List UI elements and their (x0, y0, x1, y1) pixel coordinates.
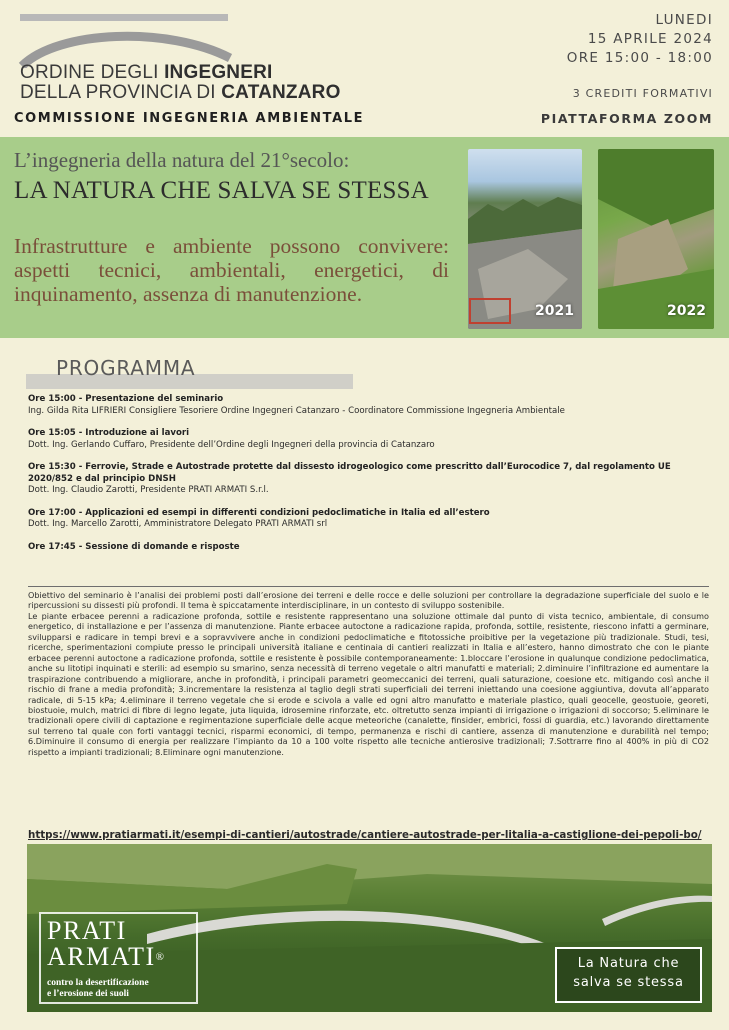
event-time: ORE 15:00 - 18:00 (566, 50, 713, 66)
slope-after-icon (598, 149, 714, 329)
agenda-item: Ore 15:00 - Presentazione del seminario Ing. Gilda Rita LIFRIERI Consigliere Tesoriere Ordine Ingegneri Catanzaro - Coordinatore Commissione Ingegneria Ambientale (28, 394, 718, 417)
agenda-list (28, 394, 718, 564)
slope-before-icon (468, 149, 582, 329)
programma-title: PROGRAMMA (56, 356, 196, 380)
agenda-time: Ore 15:30 (28, 462, 76, 472)
agenda-item: Ore 15:05 - Introduzione ai lavori Dott. Ing. Gerlando Cuffaro, Presidente dell’Ordine degli Ingegneri della provincia di Catanzaro (28, 428, 718, 451)
photo-year-2021: 2021 (535, 303, 574, 319)
org-name-line2: DELLA PROVINCIA DI CATANZARO (20, 82, 341, 103)
photo-2021 (468, 149, 582, 329)
event-day: LUNEDI (655, 12, 713, 28)
hero-subtitle: Infrastrutture e ambiente possono convivere: aspetti tecnici, ambientali, energetici, di inquinamento, assenza di manutenzione. (14, 234, 449, 306)
agenda-time: Ore 15:00 (28, 394, 76, 404)
case-study-link[interactable]: https://www.pratiarmati.it/esempi-di-cantieri/autostrade/cantiere-autostrade-per-litalia-a-castiglione-dei-pepoli-bo/ (28, 829, 702, 841)
agenda-speaker: Ing. Gilda Rita LIFRIERI Consigliere Tesoriere Ordine Ingegneri Catanzaro - Coordinatore Commissione Ingegneria Ambientale (28, 405, 565, 416)
event-date-block (567, 11, 713, 68)
agenda-title: Sessione di domande e risposte (85, 541, 240, 552)
seminar-description (28, 590, 709, 757)
event-date: 15 APRILE 2024 (587, 31, 713, 47)
slogan-text: La Natura che salva se stessa (573, 956, 684, 990)
hero-kicker: L’ingegneria della natura del 21°secolo: (14, 148, 350, 172)
brand-tagline: contro la desertificazione e l’erosione dei suoli (47, 978, 149, 999)
photo-2022 (598, 149, 714, 329)
agenda-speaker: Dott. Ing. Gerlando Cuffaro, Presidente dell’Ordine degli Ingegneri della provincia di Catanzaro (28, 439, 435, 450)
agenda-speaker: Dott. Ing. Marcello Zarotti, Amministratore Delegato PRATI ARMATI srl (28, 519, 328, 529)
org-name-line1: ORDINE DEGLI INGEGNERI (20, 62, 273, 83)
logo-arc-icon (18, 20, 233, 68)
agenda-title: Introduzione ai lavori (85, 428, 190, 438)
agenda-title: Ferrovie, Strade e Autostrade protette dal dissesto idrogeologico come prescritto dall’Eurocodice 7, dal regolamento UE 2020/852 e dal principio DNSH (28, 462, 671, 484)
agenda-speaker: Dott. Ing. Claudio Zarotti, Presidente PRATI ARMATI S.r.l. (28, 485, 269, 495)
agenda-time: Ore 17:00 (28, 507, 76, 518)
agenda-title: Presentazione del seminario (85, 394, 224, 404)
commission-name: COMMISSIONE INGEGNERIA AMBIENTALE (14, 111, 365, 126)
description-paragraph: Obiettivo del seminario è l’analisi dei problemi posti dall’erosione dei terreni e delle rocce e delle soluzioni per controllare la degradazione superficiale del suolo e le ripercussioni su dissesti più profondi. Il tema è spiccatamente interdisciplinare, in un contesto di sviluppo sostenibile. (28, 590, 709, 611)
agenda-time: Ore 15:05 (28, 428, 76, 438)
agenda-time: Ore 17:45 (28, 541, 76, 552)
registered-mark: ® (155, 951, 166, 963)
agenda-item: Ore 15:30 - Ferrovie, Strade e Autostrade protette dal dissesto idrogeologico come prescritto dall’Eurocodice 7, dal regolamento UE 2020/852 e dal principio DNSH Dott. Ing. Claudio Zarotti, Presidente PRATI ARMATI S.r.l. (28, 462, 718, 497)
description-paragraph: Le piante erbacee perenni a radicazione profonda, sottile e resistente rappresentano una soluzione ottimale dal punto di vista tecnico, ambientale, di consumo energetico, di installazione e per l’assenza di manutenzione. Piante erbacee autoctone a radicazione rapida, profonda, sottile, resistente, riescono infatti a germinare, svilupparsi e radicare in tempi brevi e a sopravvivere anche in condizioni pedoclimatiche e fitotossiche proibitive per la vegetazione più tradizionale. Studi, tesi, ricerche, sperimentazioni compiute presso le principali università italiane e centinaia di cantieri realizzati in Italia e all’estero, hanno dimostrato che con le piante erbacee perenni autoctone a radicazione profonda, sottile e resistente è possibile contemporaneamente: 1.bloccare l’erosione in qualunque condizione pedoclimatica, anche su litotipi inquinati e sterili: ad esempio su smarino, senza necessità di terreno vegetale o altri manufatti e materiali; 2.diminuire l’infiltrazione ed aumentare la traspirazione contribuendo a migliorare, anche in profondità, i principali parametri geomeccanici dei terreni, quali saturazione, coesione etc. mitigando così anche il rischio di frane a media profondità; 3.incrementare la resistenza al taglio degli strati superficiali dei terreni iniettando una coesione aggiuntiva, dovuta all’apparato radicale, di 5-15 kPa; 4.eliminare il terreno vegetale che si erode e scivola a valle ed ogni altro manufatto e materiale plastico, quali geocelle, geostuoie, georeti, biostuoie, mulch, matrici di fibre di legno legate, juta liquida, idrosemine rinforzate, etc. oltretutto senza impianti di irrigazione o irrigazioni di soccorso; 5.eliminare le tradizionali opere civili di captazione e regimentazione superficiale delle acque meteoriche (canalette, finsider, embrici, fossi di guardia, etc.) lavorando direttamente sul terreno tal quale con forti vantaggi tecnici, risparmi economici, di tempo, permanenza e rischi di cantiere, assenza di manutenzione e durabilità nel tempo; 6.Diminuire il consumo di energia per realizzare l’impianto da 10 a 100 volte rispetto alle tecniche antierosive tradizionali; 7.Sottrarre fino al 400% in più di CO2 rispetto a impianti tradizionali; 8.Eliminare ogni manutenzione. (28, 610, 709, 757)
agenda-item: Ore 17:00 - Applicazioni ed esempi in differenti condizioni pedoclimatiche in Italia ed all’estero Dott. Ing. Marcello Zarotti, Amministratore Delegato PRATI ARMATI srl (28, 508, 718, 531)
agenda-title: Applicazioni ed esempi in differenti condizioni pedoclimatiche in Italia ed all’estero (85, 507, 490, 518)
hero-headline: LA NATURA CHE SALVA SE STESSA (14, 177, 429, 204)
section-divider (28, 586, 709, 587)
platform-label: PIATTAFORMA ZOOM (540, 111, 713, 126)
credits-label: 3 CREDITI FORMATIVI (572, 87, 713, 100)
highway-photo (27, 844, 712, 1012)
agenda-item: Ore 17:45 - Sessione di domande e risposte (28, 541, 240, 552)
brand-logo: PRATI ARMATI® (47, 916, 166, 971)
photo-year-2022: 2022 (667, 303, 706, 319)
